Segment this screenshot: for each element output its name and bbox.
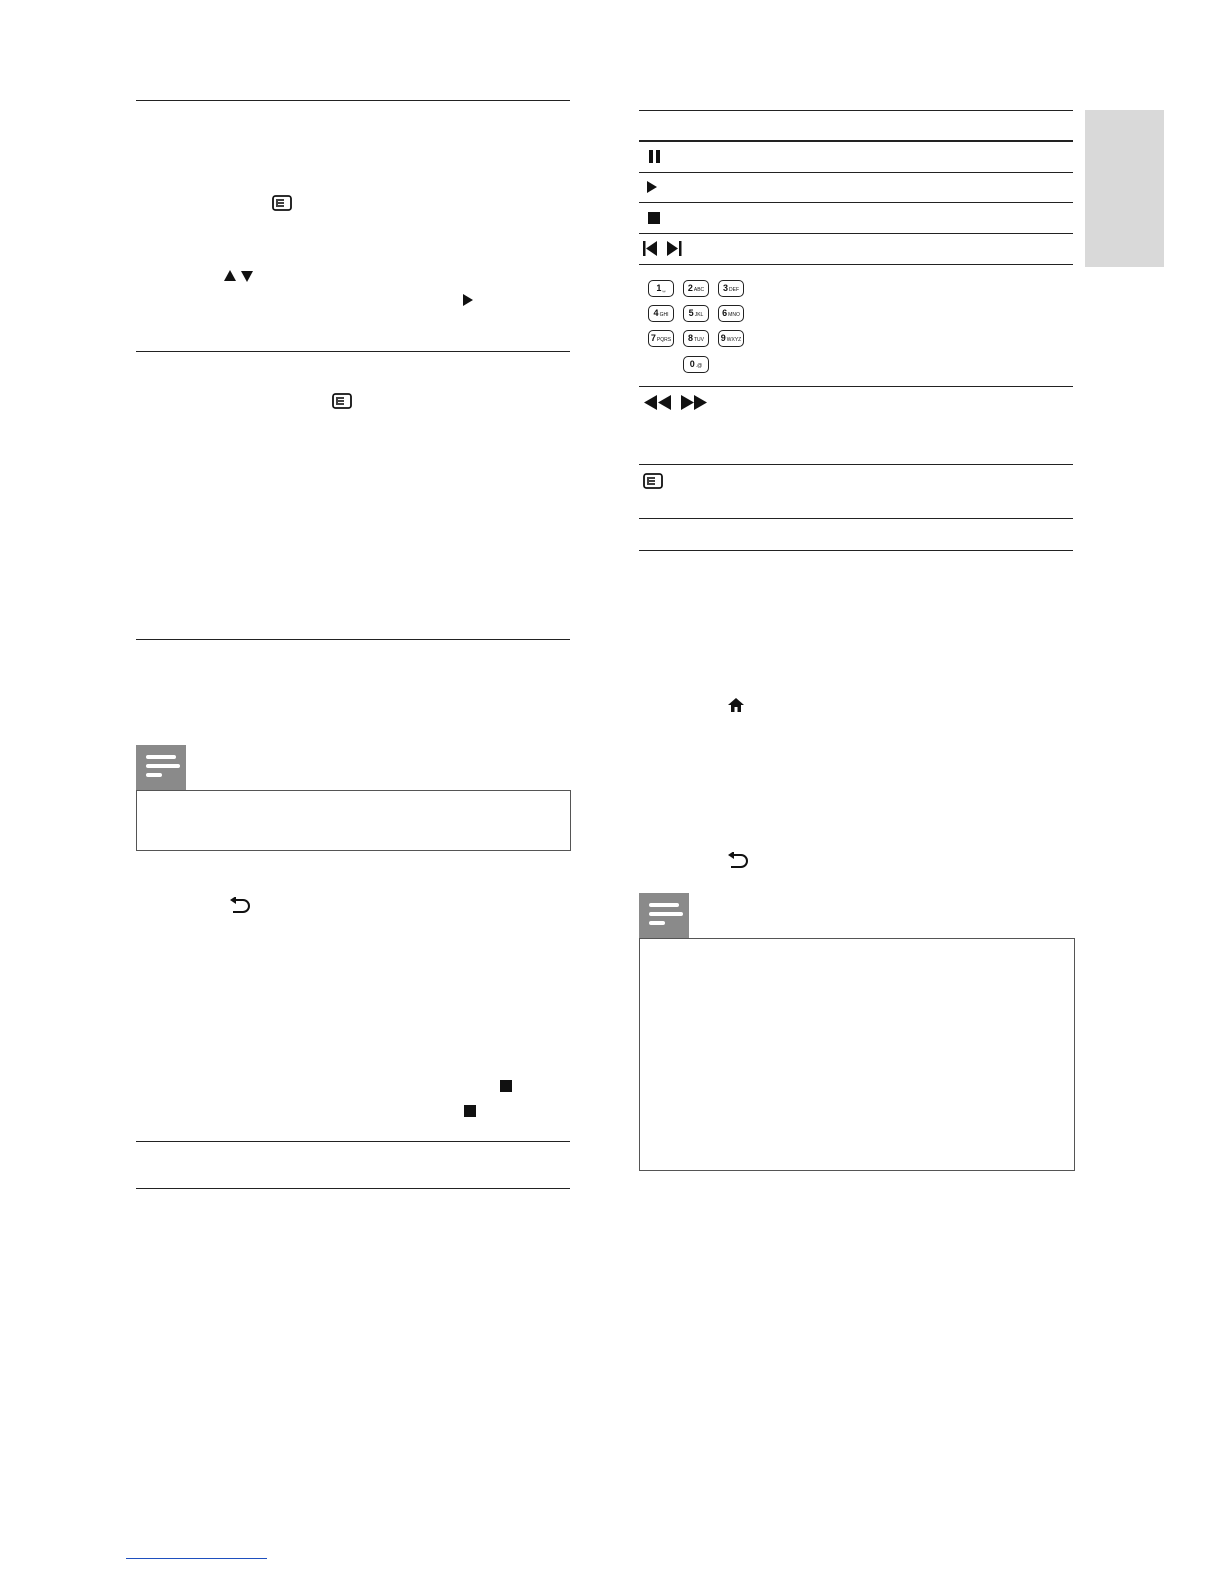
table-row-rule — [639, 386, 1073, 387]
language-side-tab — [1085, 110, 1164, 267]
key-2: 2ABC — [683, 280, 709, 297]
key-3: 3DEF — [718, 280, 744, 297]
up-down-arrows-icon — [223, 269, 255, 283]
section-rule — [136, 639, 570, 640]
table-row-rule — [639, 233, 1073, 234]
table-row-rule — [639, 172, 1073, 173]
key-6: 6MNO — [718, 305, 744, 322]
stop-icon — [500, 1080, 512, 1092]
section-rule — [136, 1188, 570, 1189]
note-box — [639, 938, 1075, 1171]
previous-next-icon — [643, 241, 683, 256]
section-rule — [136, 1141, 570, 1142]
section-rule — [136, 351, 570, 352]
key-7: 7PQRS — [648, 330, 674, 347]
key-1: 1␣ — [648, 280, 674, 297]
note-box — [136, 790, 571, 851]
footer-link[interactable] — [126, 1558, 267, 1559]
stop-icon — [464, 1105, 476, 1117]
table-header-rule — [639, 140, 1073, 142]
option-icon — [332, 393, 352, 409]
play-icon — [462, 293, 474, 307]
home-icon — [727, 697, 745, 713]
table-row-rule — [639, 264, 1073, 265]
stop-icon — [648, 212, 660, 224]
note-icon — [136, 745, 186, 790]
option-icon — [272, 195, 292, 211]
back-icon — [228, 897, 252, 915]
pause-icon — [648, 150, 662, 163]
option-icon — [643, 473, 663, 489]
key-8: 8TUV — [683, 330, 709, 347]
back-icon — [726, 852, 750, 870]
table-bottom-rule — [639, 550, 1073, 551]
play-icon — [646, 180, 658, 194]
key-5: 5JKL — [683, 305, 709, 322]
key-4: 4GHI — [648, 305, 674, 322]
table-row-rule — [639, 518, 1073, 519]
section-rule — [136, 100, 570, 101]
rewind-forward-icon — [643, 395, 707, 410]
table-top-rule — [639, 110, 1073, 111]
table-row-rule — [639, 202, 1073, 203]
key-0: 0.@ — [683, 356, 709, 373]
table-row-rule — [639, 464, 1073, 465]
key-9: 9WXYZ — [718, 330, 744, 347]
note-icon — [639, 893, 689, 938]
